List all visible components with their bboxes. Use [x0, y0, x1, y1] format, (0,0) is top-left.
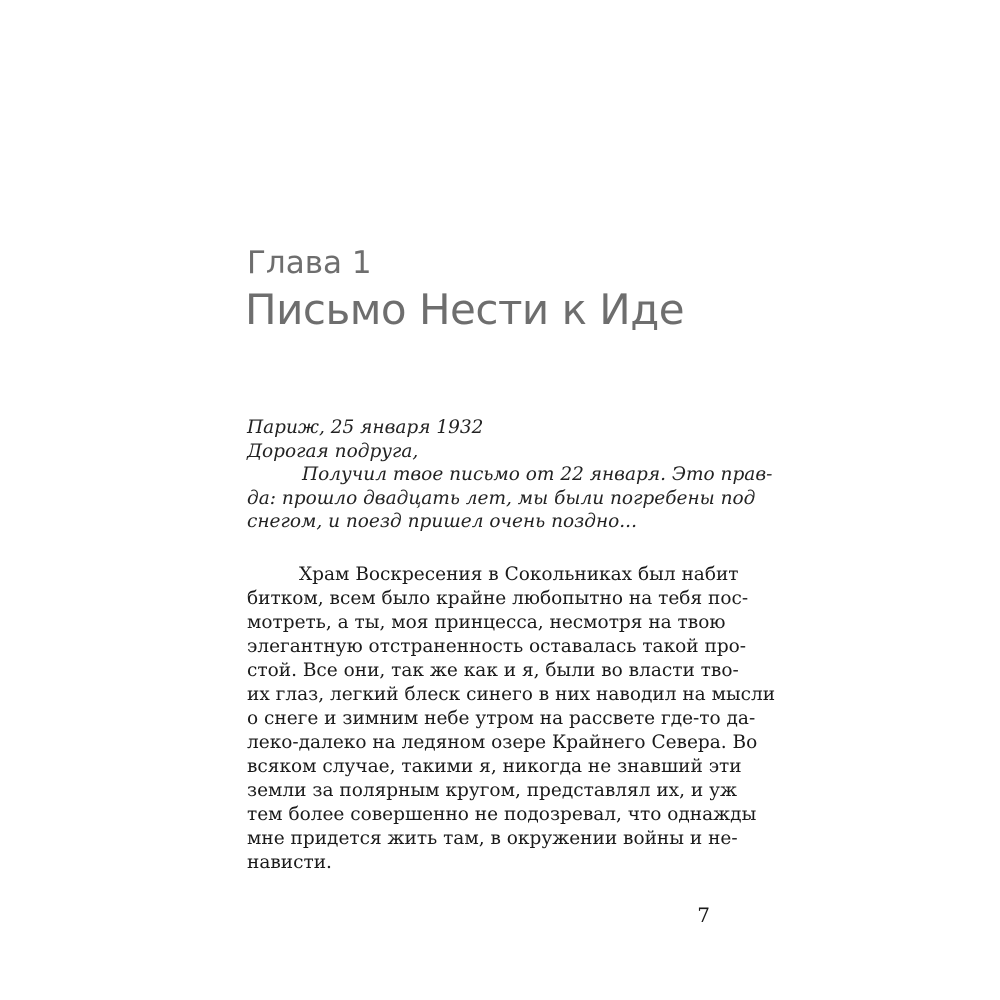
paragraph-line: Храм Воскресения в Сокольниках был набит — [299, 564, 739, 585]
paragraph-line: мне придется жить там, в окружении войны и не- — [247, 828, 738, 849]
paragraph-line: стой. Все они, так же как и я, были во власти тво- — [247, 660, 739, 681]
paragraph-line: мотреть, а ты, моя принцесса, несмотря на твою — [247, 612, 726, 633]
letter-salutation: Дорогая подруга, — [247, 440, 419, 462]
letter-place-date: Париж, 25 января 1932 — [247, 417, 484, 438]
letter-excerpt — [247, 416, 773, 534]
paragraph-line: их глаз, легкий блеск синего в них наводил на мысли — [247, 684, 776, 705]
paragraph-line: битком, всем было крайне любопытно на тебя пос- — [247, 588, 749, 609]
page-number: 7 — [697, 903, 710, 927]
paragraph-line: тем более совершенно не подозревал, что однажды — [247, 804, 757, 825]
letter-line: Получил твое письмо от 22 января. Это прав- — [302, 464, 773, 485]
chapter-title: Письмо Нести к Иде — [245, 285, 685, 334]
paragraph-line: всяком случае, такими я, никогда не знавший эти — [247, 756, 742, 777]
chapter-label: Глава 1 — [247, 245, 372, 281]
paragraph-line: о снеге и зимним небе утром на рассвете где-то да- — [247, 708, 756, 729]
paragraph-line: нависти. — [247, 852, 332, 873]
paragraph-line: леко-далеко на ледяном озере Крайнего Севера. Во — [247, 732, 758, 753]
letter-line: да: прошло двадцать лет, мы были погребены под — [247, 487, 756, 509]
paragraph-line: элегантную отстраненность оставалась такой про- — [247, 636, 747, 657]
body-paragraph — [247, 563, 776, 875]
paragraph-line: земли за полярным кругом, представлял их, и уж — [247, 780, 737, 801]
letter-line: снегом, и поезд пришел очень поздно... — [247, 511, 637, 532]
